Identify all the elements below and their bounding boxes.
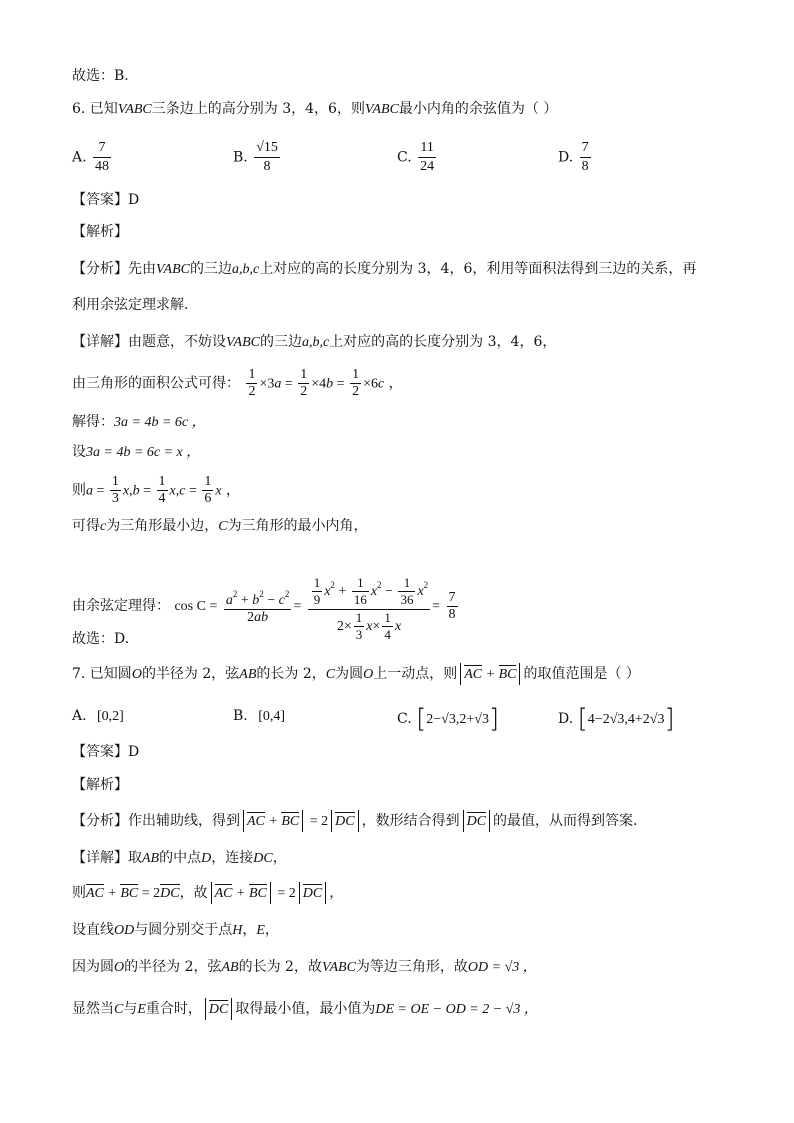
q6-fenxi-tag: 【分析】 (72, 261, 128, 277)
q7-because (72, 957, 537, 978)
previous-answer-select: 故选：B. (72, 68, 129, 84)
q7-stem-b: 的半径为 2，弦 (141, 666, 240, 682)
q6-smallest-2: 为三角形最小边， (106, 518, 219, 534)
q6-tri: VABC (117, 102, 152, 117)
q7-C: C (325, 667, 336, 682)
q7-option-d-text: 4−2√3,4+2√3 (587, 712, 665, 727)
q6-option-c (397, 139, 438, 176)
q7-fenxi-tag: 【分析】 (72, 813, 128, 829)
q7-line-od-1: 设直线 (72, 922, 114, 938)
q7-obvious-4: 取得最小值，最小值为 (235, 1001, 376, 1017)
q6-stem-a: 6. 已知 (72, 101, 118, 117)
q7-because-tri: VABC (321, 960, 356, 975)
q7-because-1: 因为圆 (72, 959, 114, 975)
q7-option-d: D. [4−2√3,4+2√3] (558, 704, 675, 734)
q6-detail-3: 上对应的高的长度分别为 3，4，6， (329, 334, 557, 350)
q6-frac-half-3: $\frac{1}{2}$ (352, 367, 360, 399)
q7-because-2: 的半径为 2，弦 (124, 959, 222, 975)
q6-option-d-den: 8 (581, 159, 589, 174)
q6-frac-half-2: $\frac{1}{2}$ (300, 367, 308, 399)
q6-option-b-num: √15 (254, 139, 280, 158)
q7-line-od-4: ， (264, 922, 279, 938)
q7-vector-sum: 则AC + BC = 2DC，故 AC + BC = 2 DC ， (72, 882, 343, 904)
q6-result-num: 7 (448, 589, 456, 605)
q6-fenxi-tri: VABC (156, 262, 190, 277)
q6-option-c-fraction (418, 139, 436, 176)
q6-option-a-fraction (93, 139, 111, 176)
q6-set (72, 442, 200, 463)
q7-because-eq: OD = √3 ， (467, 960, 537, 975)
q7-option-a (72, 706, 124, 727)
q6-then-text: 则 (72, 482, 86, 499)
q6-smallest-1: 可得 (72, 518, 100, 534)
q7-AB: AB (239, 667, 257, 682)
q7-obvious-2: 与 (123, 1001, 138, 1017)
q7-because-3: 的长为 2，故 (238, 959, 322, 975)
q6-cosine: 由余弦定理得： cos C = $\frac{a^2 + b^2 - c^2}{2ab}$ = $\frac{1}{9}$ $x^2$ + $\frac{1}{16}$ $x^2$ − $\frac{1}{36}$ $x^2$ 2× $\frac{1}{3}$ x× $\frac{1}{4}$ x = $\frac{7}{8}$ (72, 568, 460, 644)
q6-option-b (233, 139, 282, 176)
q6-fenxi (72, 259, 696, 280)
q7-detail-2: 的中点 (159, 850, 202, 866)
q7-option-d-label: D. (558, 711, 574, 727)
q6-cos-text: 由余弦定理得： (72, 598, 170, 614)
q7-answer-value: D (128, 744, 140, 760)
q7-stem: 7. 已知圆O的半径为 2，弦AB的长为 2，C为圆O上一动点，则 AC + BC 的取值范围是（ ） (72, 663, 640, 685)
q6-answer (72, 190, 139, 210)
q7-detail-3: ，连接 (211, 850, 254, 866)
q6-option-c-den: 24 (420, 159, 435, 174)
q6-fenxi-3: 上对应的高的长度分别为 3，4，6，利用等面积法得到三边的关系，再 (259, 261, 697, 277)
q6-stem (72, 99, 557, 120)
q6-option-c-num: 11 (418, 139, 436, 158)
q7-line-od-2: 与圆分别交于点 (134, 922, 233, 938)
q7-option-b (233, 706, 285, 727)
q6-solve-text: 解得： (72, 414, 114, 430)
q7-fenxi: 【分析】作出辅助线，得到 AC + BC = 2 DC ，数形结合得到 DC 的最值，从而得到答案. (72, 810, 638, 832)
q7-option-c-text: 2−√3,2+√3 (426, 712, 489, 727)
q6-option-d-fraction (580, 139, 591, 176)
q6-cos-result (447, 590, 458, 623)
q7-fenxi-2: ，数形结合得到 (361, 813, 460, 829)
q6-fenxi-vars: a,b,c (231, 262, 260, 277)
q7-stem-e: 上一动点，则 (373, 666, 458, 682)
q7-stem-c: 的长为 2， (256, 666, 326, 682)
q6-smallest-3: 为三角形的最小内角， (227, 518, 368, 534)
q6-analysis-tag: 【解析】 (72, 224, 128, 240)
q7-stem-a: 7. 已知圆 (72, 666, 132, 682)
q6-detail-tag: 【详解】 (72, 334, 128, 350)
q7-detail-1: 取 (128, 850, 142, 866)
q6-option-d (558, 139, 593, 176)
q7-OD: OD (114, 923, 135, 938)
q7-O-2: O (363, 667, 374, 682)
q7-fenxi-3: 的最值，从而得到答案. (493, 813, 638, 829)
q6-smallest (72, 516, 368, 537)
q6-select: 故选：D. (72, 631, 130, 647)
q6-frac-third: $\frac{1}{3}$ (111, 474, 119, 506)
q7-option-c-label: C. (397, 711, 412, 727)
q7-option-a-text: [0,2] (97, 709, 124, 724)
q6-set-text: 设 (72, 444, 86, 460)
q6-option-a-num: 7 (93, 139, 111, 158)
q7-gu: ，故 (179, 885, 208, 901)
q7-obvious-eq: DE = OE − OD = 2 − √3 ， (375, 1002, 538, 1017)
q7-answer-tag: 【答案】 (72, 744, 128, 760)
q7-E: E (256, 923, 265, 938)
q6-detail-2: 的三边 (259, 334, 302, 350)
q6-frac-sixth: $\frac{1}{6}$ (204, 474, 212, 506)
q6-detail-1: 由题意，不妨设 (128, 334, 226, 350)
q6-option-b-fraction (254, 139, 280, 176)
q6-solve-eq: 3a = 4b = 6c ， (114, 415, 206, 430)
q7-line-od (72, 920, 279, 941)
q6-smallest-C: C (218, 519, 228, 534)
q6-detail (72, 332, 556, 353)
q6-fenxi-2: 的三边 (189, 261, 232, 277)
q6-solve (72, 412, 206, 433)
q6-stem-c: 最小内角的余弦值为（ ） (398, 101, 558, 117)
q6-option-c-label: C. (397, 149, 412, 166)
q7-stem-f: 的取值范围是（ ） (523, 666, 640, 682)
q6-area-text: 由三角形的面积公式可得： (72, 375, 240, 392)
q7-option-b-label: B. (233, 708, 248, 724)
q6-cos-lhs: cos C = (174, 599, 218, 614)
q7-option-c: C. [2−√3,2+√3] (397, 704, 500, 734)
q7-obvious-C: C (114, 1002, 124, 1017)
q6-option-d-num: 7 (580, 139, 591, 158)
q7-because-4: 为等边三角形，故 (355, 959, 468, 975)
q6-answer-tag: 【答案】 (72, 192, 128, 208)
q6-tri-2: VABC (364, 102, 399, 117)
q6-area-formula: 由三角形的面积公式可得： $\frac{1}{2}$ ×3a = $\frac{1}{2}$ ×4b = $\frac{1}{2}$ ×6c ， (72, 367, 403, 399)
q6-cos-main-frac: $\frac{a^2 + b^2 - c^2}{2ab}$ (224, 586, 292, 626)
q7-H: H (232, 923, 243, 938)
q7-obvious-3: 重合时， (145, 1001, 202, 1017)
q7-because-O: O (114, 960, 125, 975)
q7-detail (72, 848, 287, 869)
q6-option-d-label: D. (558, 149, 574, 166)
q7-analysis-tag: 【解析】 (72, 777, 128, 793)
q7-answer (72, 742, 139, 762)
q6-option-b-den: 8 (263, 159, 271, 174)
q6-fenxi-1: 先由 (128, 261, 156, 277)
q6-stem-b: 三条边上的高分别为 3，4，6，则 (151, 101, 365, 117)
q6-option-a-den: 48 (95, 159, 110, 174)
q6-then: 则a = $\frac{1}{3}$ x,b = $\frac{1}{4}$ x,c = $\frac{1}{6}$ x ， (72, 474, 241, 506)
q7-obvious-1: 显然当 (72, 1001, 114, 1017)
q6-detail-vars: a,b,c (301, 335, 330, 350)
q7-detail-DC: DC (253, 851, 273, 866)
q6-option-a (72, 139, 113, 176)
q7-line-od-3: ， (242, 922, 257, 938)
q7-detail-tag: 【详解】 (72, 850, 128, 866)
q6-result-den: 8 (448, 606, 456, 622)
q6-answer-value: D (128, 192, 140, 208)
q6-cos-x-frac: $\frac{1}{9}$ $x^2$ + $\frac{1}{16}$ $x^2$ − $\frac{1}{36}$ $x^2$ 2× $\frac{1}{3}$ x× $\frac{1}{4}$ x (308, 568, 430, 644)
q7-obvious: 显然当C与E重合时， DC 取得最小值，最小值为DE = OE − OD = 2 − √3 ， (72, 998, 538, 1020)
q7-O: O (131, 667, 142, 682)
q7-option-b-text: [0,4] (258, 709, 286, 724)
q6-option-b-label: B. (233, 149, 248, 166)
q7-ze: 则 (72, 885, 86, 901)
q7-detail-4: ， (272, 850, 287, 866)
q7-because-AB: AB (221, 960, 239, 975)
q7-detail-AB: AB (142, 851, 160, 866)
q7-option-a-label: A. (72, 708, 87, 724)
q6-frac-half-1: $\frac{1}{2}$ (248, 367, 256, 399)
q6-option-a-label: A. (72, 149, 87, 166)
q6-set-eq: 3a = 4b = 6c = x ， (86, 445, 201, 460)
q7-fenxi-1: 作出辅助线，得到 (128, 813, 240, 829)
q6-detail-tri: VABC (226, 335, 260, 350)
q6-frac-quarter: $\frac{1}{4}$ (158, 474, 166, 506)
q7-obvious-E: E (137, 1002, 146, 1017)
q6-fenxi-4: 利用余弦定理求解. (72, 297, 189, 313)
q6-smallest-c: c (100, 519, 107, 534)
q7-detail-D: D (201, 851, 212, 866)
q7-stem-d: 为圆 (335, 666, 364, 682)
